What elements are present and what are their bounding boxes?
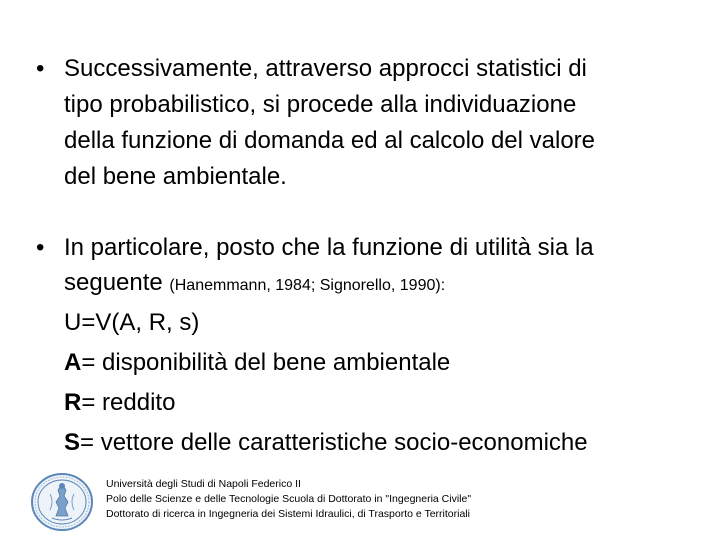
definition-r-symbol: R — [64, 389, 82, 416]
bullet-1-line-2: tipo probabilistico, si procede alla individuazione — [64, 91, 577, 118]
footer-line-3: Dottorato di ricerca in Ingegneria dei Sistemi Idraulici, di Trasporto e Territoriali — [106, 508, 470, 520]
definition-r-text: = reddito — [81, 389, 176, 416]
bullet-2-line-2-main: seguente — [64, 269, 170, 296]
definition-a-text: = disponibilità del bene ambientale — [81, 349, 451, 376]
bullet-1-line-3: della funzione di domanda ed al calcolo del valore — [64, 127, 596, 154]
footer-line-2: Polo delle Scienze e delle Tecnologie Scuola di Dottorato in "Ingegneria Civile" — [106, 493, 472, 505]
formula: U=V(A, R, s) — [64, 309, 200, 336]
bullet-1-line-4: del bene ambientale. — [64, 163, 287, 190]
definition-s-symbol: S — [64, 429, 81, 456]
bullet-1 — [36, 51, 696, 195]
bullet-2-line-1: In particolare, posto che la funzione di utilità sia la — [64, 234, 594, 261]
bullet-2-text — [64, 230, 696, 463]
footer-line-1: Università degli Studi di Napoli Federico II — [106, 478, 301, 490]
citation: (Hanemmann, 1984; Signorello, 1990): — [169, 277, 446, 294]
bullet-1-text — [64, 51, 696, 195]
footer — [30, 472, 700, 532]
bullet-2 — [36, 230, 696, 463]
bullet-2-symbol: • — [36, 234, 45, 261]
definition-r — [64, 383, 696, 423]
bullet-2-line-2 — [64, 266, 696, 303]
definition-a-symbol: A — [64, 349, 82, 376]
definition-s-text: = vettore delle caratteristiche socio-economiche — [80, 429, 588, 456]
footer-text — [106, 477, 471, 522]
bullet-1-symbol: • — [36, 55, 45, 82]
university-seal-icon — [30, 472, 94, 532]
definition-a — [64, 343, 696, 383]
bullet-1-line-1: Successivamente, attraverso approcci statistici di — [64, 55, 587, 82]
definition-s — [64, 423, 696, 463]
